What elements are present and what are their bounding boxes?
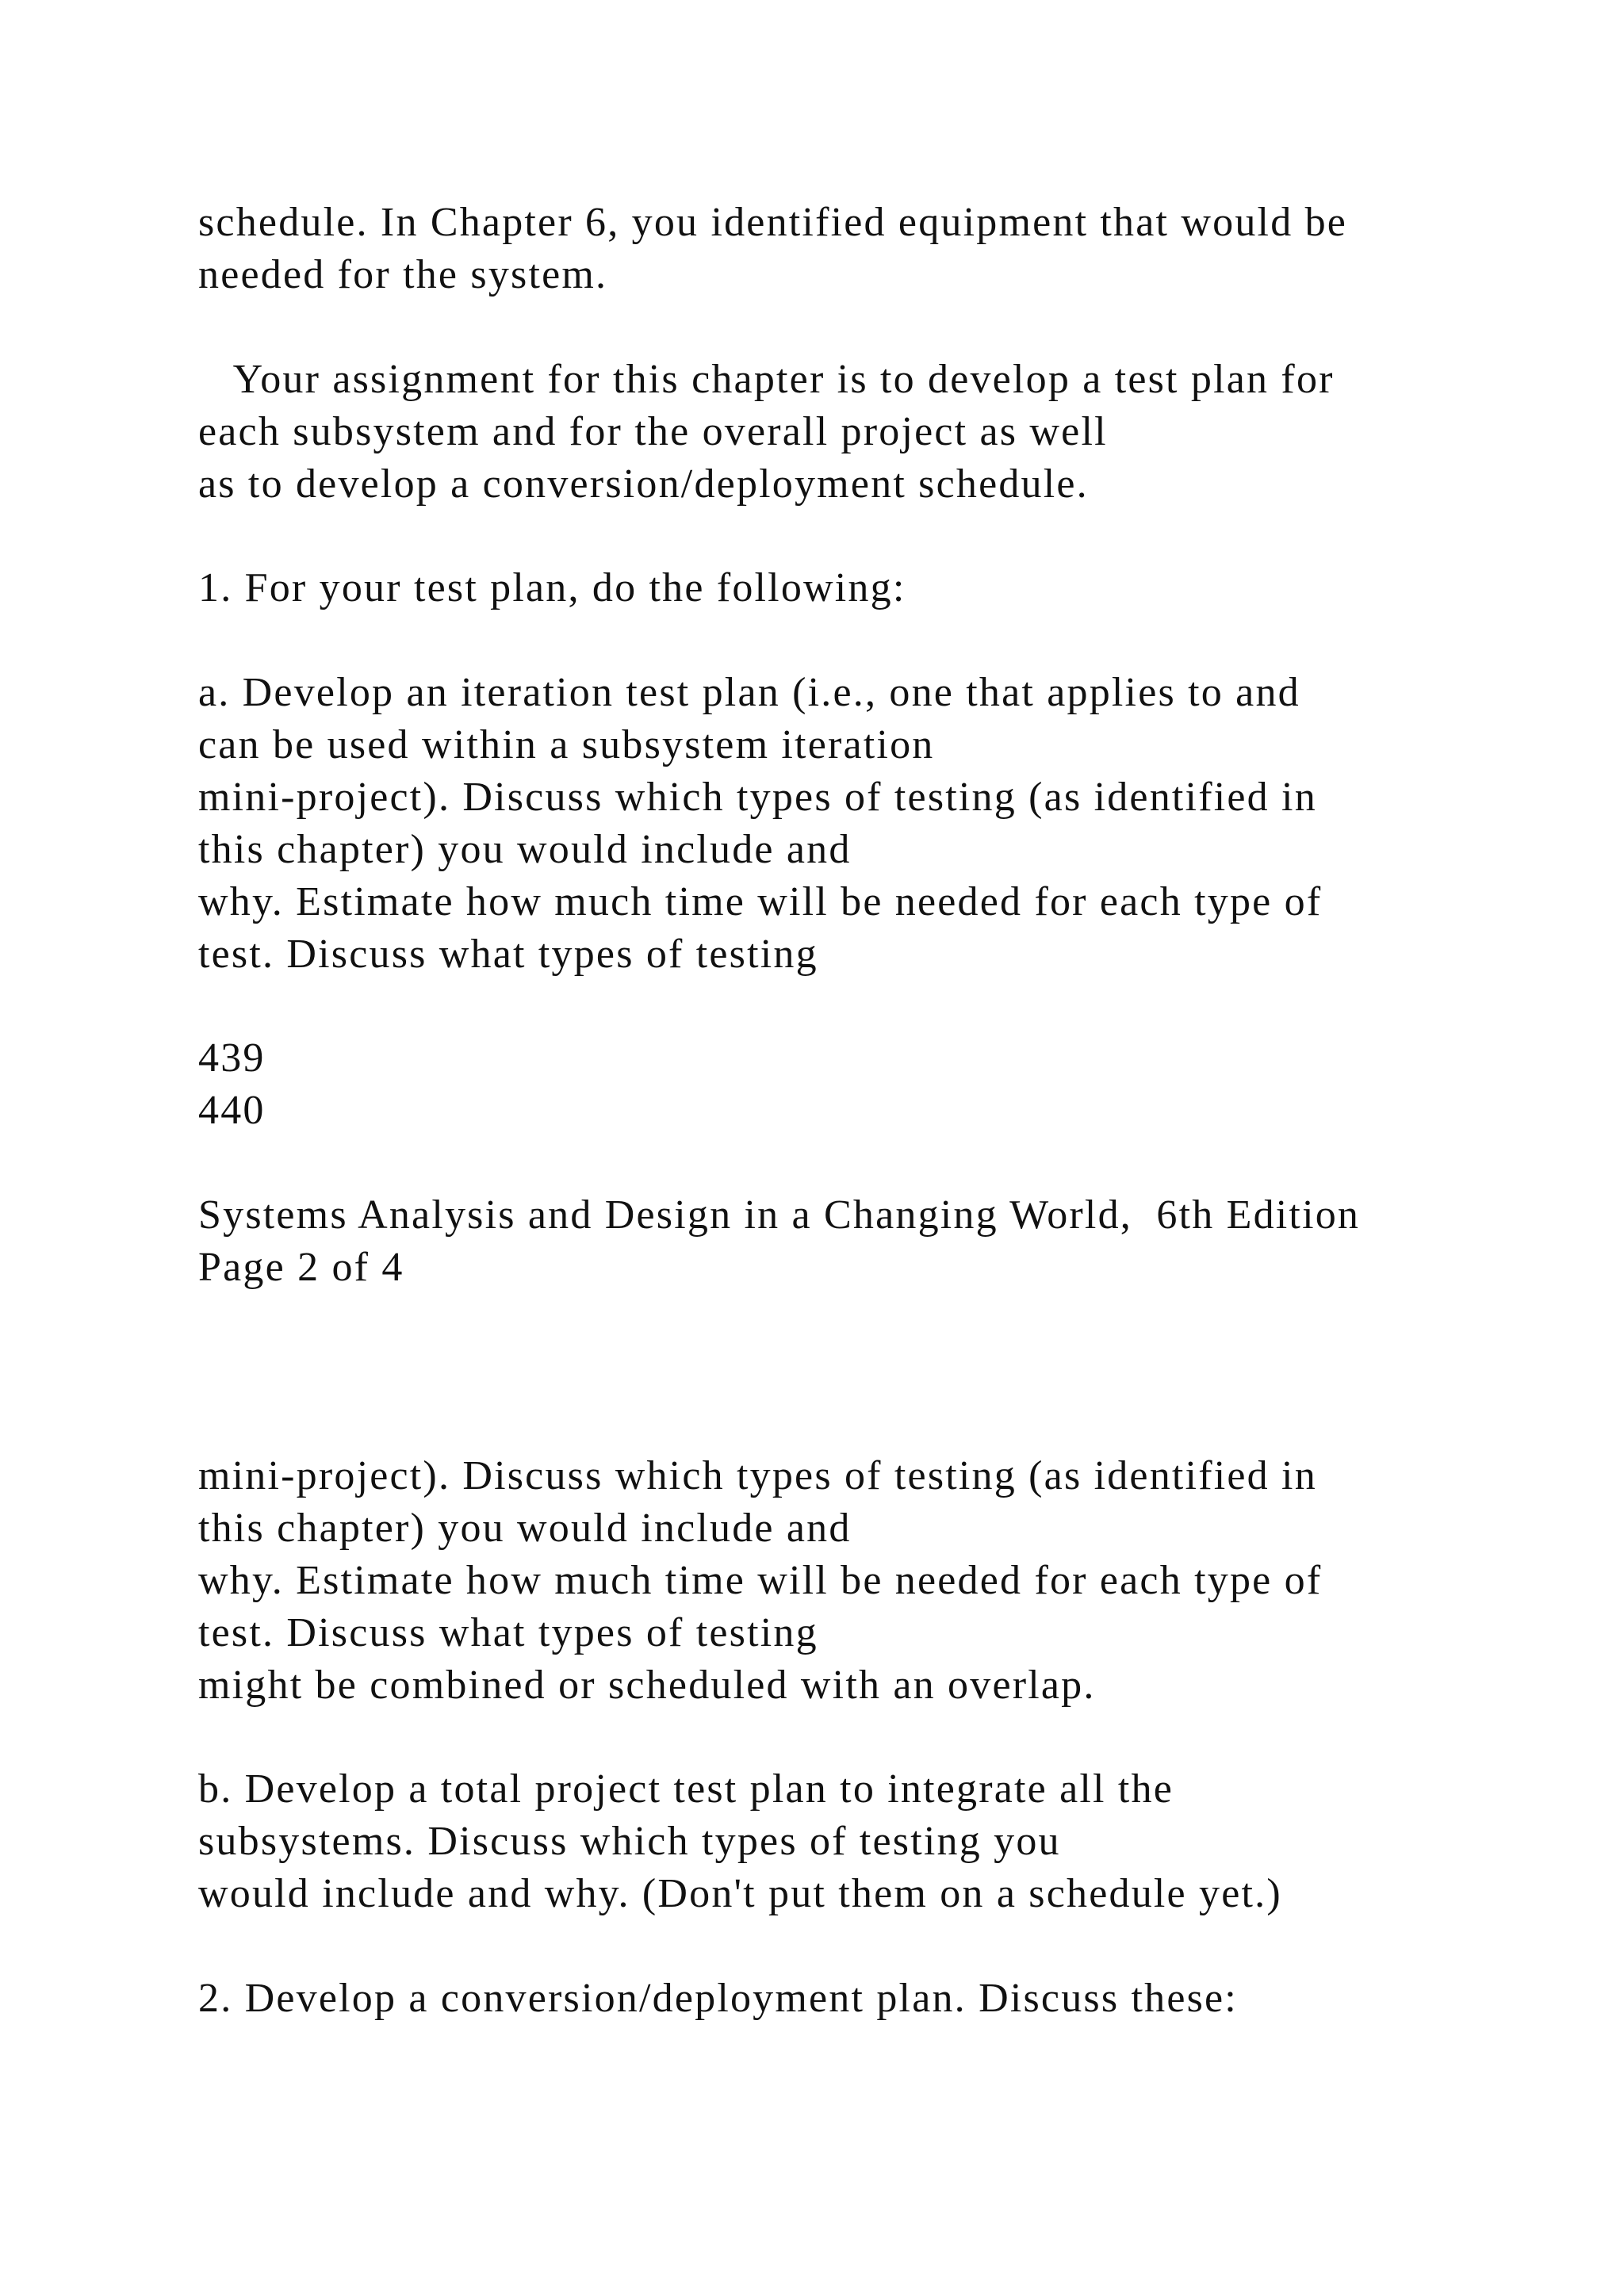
text-line: test. Discuss what types of testing (198, 1610, 818, 1655)
text-line: 1. For your test plan, do the following: (198, 565, 906, 610)
text-line: mini-project). Discuss which types of testing (as identified in (198, 775, 1317, 820)
text-line: each subsystem and for the overall project as well (198, 409, 1108, 454)
text-line: b. Develop a total project test plan to integrate all the (198, 1766, 1174, 1812)
footer-page-indicator: Page 2 of 4 (198, 1245, 404, 1290)
page-number: 439 (198, 1035, 266, 1081)
text-line: needed for the system. (198, 252, 608, 297)
text-line: can be used within a subsystem iteration (198, 722, 935, 767)
footer-book-title: Systems Analysis and Design in a Changing World, 6th Edition (198, 1192, 1361, 1238)
text-line: as to develop a conversion/deployment schedule. (198, 461, 1089, 507)
text-line: why. Estimate how much time will be needed for each type of (198, 879, 1323, 924)
text-line: why. Estimate how much time will be needed for each type of (198, 1558, 1323, 1603)
text-line: this chapter) you would include and (198, 827, 852, 872)
text-line: would include and why. (Don't put them on a schedule yet.) (198, 1871, 1282, 1916)
text-line: Your assignment for this chapter is to develop a test plan for (198, 357, 1335, 402)
text-line: a. Develop an iteration test plan (i.e., one that applies to and (198, 670, 1300, 715)
text-line: subsystems. Discuss which types of testing you (198, 1819, 1061, 1864)
text-line: 2. Develop a conversion/deployment plan. Discuss these: (198, 1976, 1238, 2021)
text-line: mini-project). Discuss which types of testing (as identified in (198, 1453, 1317, 1498)
text-line: schedule. In Chapter 6, you identified equipment that would be (198, 200, 1348, 245)
page-number: 440 (198, 1088, 266, 1133)
text-line: test. Discuss what types of testing (198, 932, 818, 977)
text-line: might be combined or scheduled with an overlap. (198, 1663, 1096, 1708)
text-line: this chapter) you would include and (198, 1506, 852, 1551)
